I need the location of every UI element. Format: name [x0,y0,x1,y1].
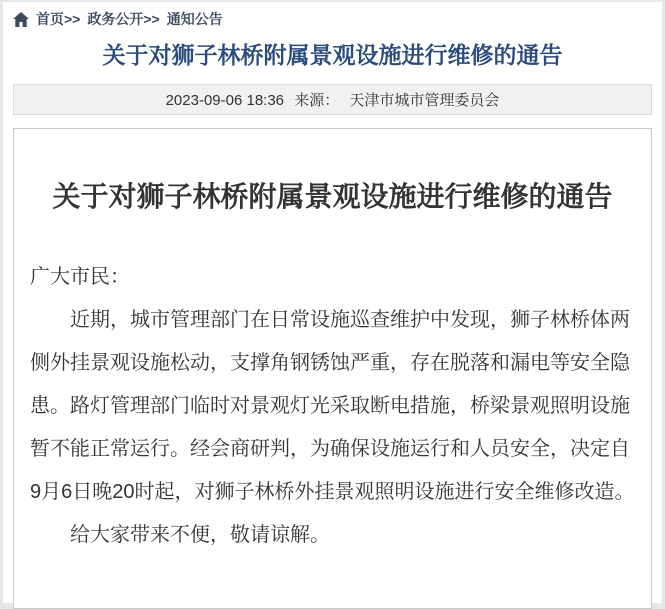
breadcrumb-link-home[interactable]: 首页 [36,11,64,27]
breadcrumb-separator: >> [64,11,81,27]
publish-datetime: 2023-09-06 18:36 [165,92,285,110]
article-paragraph: 给大家带来不便，敬请谅解。 [70,524,330,547]
source-label: 来源： [294,92,340,110]
meta-bar [13,84,652,115]
page [3,2,662,603]
article-container [13,128,652,609]
article-salutation: 广大市民： [30,266,130,289]
article-title: 关于对狮子林桥附属景观设施进行维修的通告 [52,181,613,213]
breadcrumb-separator: >> [143,11,160,27]
breadcrumb-link-notices[interactable]: 通知公告 [166,11,223,27]
breadcrumb-link-gov-info[interactable]: 政务公开 [87,11,144,27]
home-icon[interactable] [13,12,29,27]
article-body [30,256,635,557]
source-name: 天津市城市管理委员会 [349,92,500,110]
article-paragraph: 近期，城市管理部门在日常设施巡查维护中发现，狮子林桥体两侧外挂景观设施松动，支撑角钢锈蚀严重，存在脱落和漏电等安全隐患。路灯管理部门临时对景观灯光采取断电措施，桥梁景观照明设施暂不能正常运行。经会商研判，为确保设施运行和人员安全，决定自9月6日晚20时起，对狮子林桥外挂景观照明设施进行安全维修改造。 [30,309,635,504]
breadcrumb [3,7,662,33]
page-title: 关于对狮子林桥附属景观设施进行维修的通告 [102,42,563,68]
